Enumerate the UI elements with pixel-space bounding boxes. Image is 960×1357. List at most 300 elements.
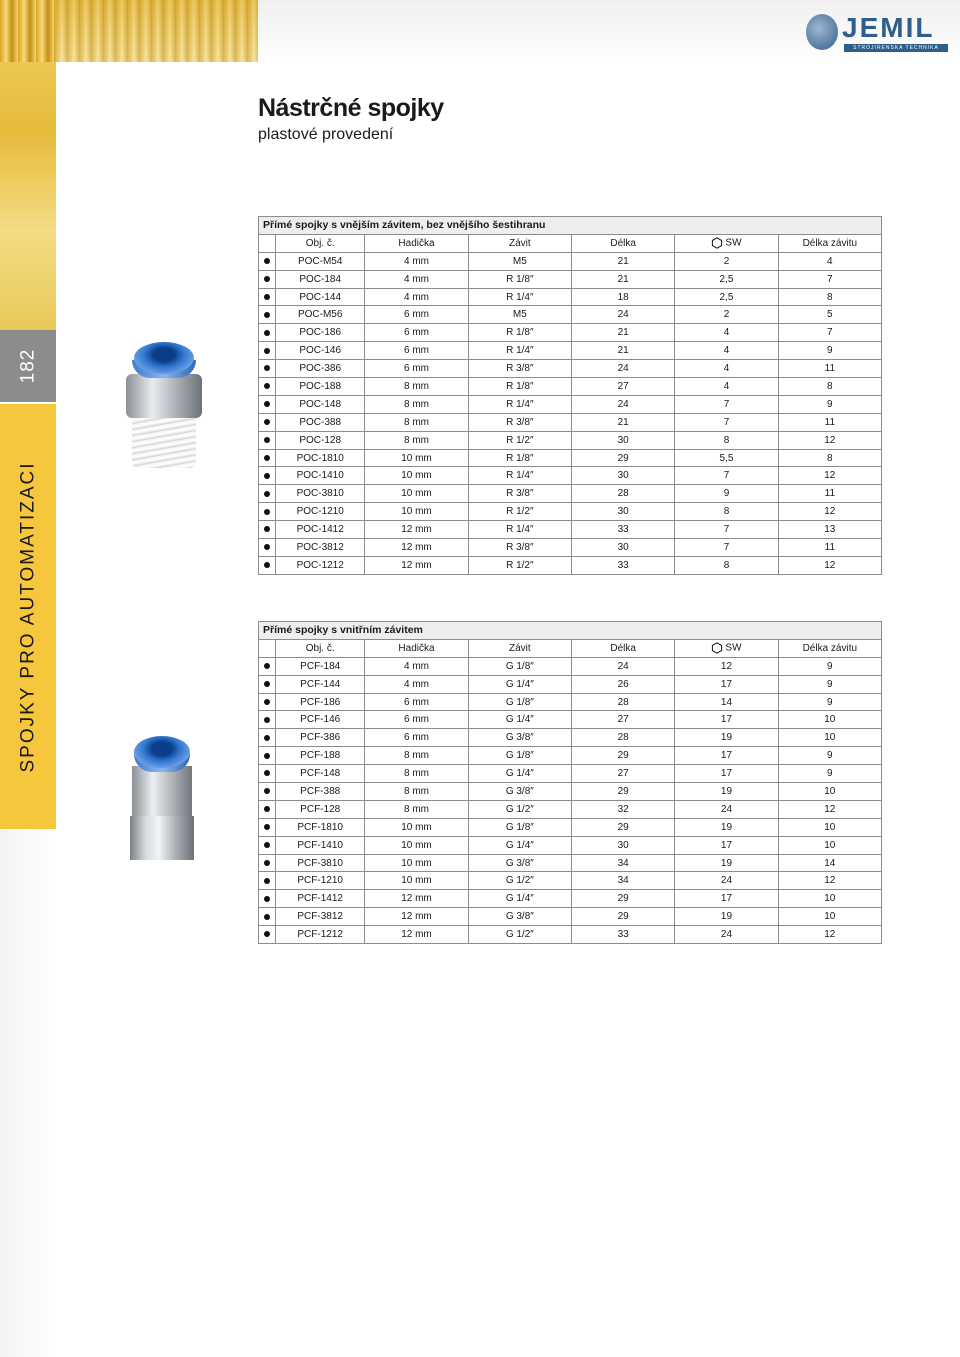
- cell-length: 29: [571, 908, 674, 926]
- cell-sw: 7: [675, 521, 778, 539]
- cell-tube: 10 mm: [365, 449, 468, 467]
- cell-thread: G 1/4″: [468, 836, 571, 854]
- cell-thread-length: 10: [778, 836, 881, 854]
- cell-sw: 2,5: [675, 270, 778, 288]
- cell-length: 30: [571, 431, 674, 449]
- table-row: [259, 783, 882, 801]
- cell-obj: POC-148: [276, 395, 365, 413]
- cell-obj: POC-386: [276, 360, 365, 378]
- cell-tube: 4 mm: [365, 675, 468, 693]
- table-row: [259, 693, 882, 711]
- bullet-icon: [264, 276, 270, 282]
- cell-tube: 6 mm: [365, 711, 468, 729]
- sw-label: SW: [725, 237, 742, 249]
- table-row: [259, 467, 882, 485]
- cell-sw: 17: [675, 765, 778, 783]
- cell-thread-length: 10: [778, 890, 881, 908]
- cell-obj: POC-388: [276, 413, 365, 431]
- cell-length: 29: [571, 783, 674, 801]
- cell-sw: 12: [675, 657, 778, 675]
- cell-thread-length: 7: [778, 324, 881, 342]
- page-subtitle: plastové provedení: [258, 126, 394, 143]
- cell-tube: 8 mm: [365, 413, 468, 431]
- cell-thread-length: 9: [778, 765, 881, 783]
- cell-sw: 14: [675, 693, 778, 711]
- cell-thread: G 3/8″: [468, 729, 571, 747]
- brass-corner: [56, 0, 258, 62]
- cell-thread: R 1/4″: [468, 395, 571, 413]
- cell-sw: 17: [675, 711, 778, 729]
- cell-length: 28: [571, 693, 674, 711]
- cell-thread: M5: [468, 252, 571, 270]
- cell-sw: 4: [675, 342, 778, 360]
- table-row: [259, 800, 882, 818]
- cell-thread-length: 9: [778, 693, 881, 711]
- cell-thread-length: 9: [778, 657, 881, 675]
- cell-obj: POC-186: [276, 324, 365, 342]
- table-row: [259, 288, 882, 306]
- cell-tube: 10 mm: [365, 503, 468, 521]
- hexagon-icon: [711, 642, 723, 654]
- table-row: [259, 342, 882, 360]
- cell-sw: 19: [675, 908, 778, 926]
- table-row: [259, 872, 882, 890]
- cell-thread: R 3/8″: [468, 413, 571, 431]
- cell-thread-length: 8: [778, 288, 881, 306]
- cell-thread: G 1/4″: [468, 890, 571, 908]
- cell-length: 34: [571, 854, 674, 872]
- cell-length: 18: [571, 288, 674, 306]
- table-row: [259, 324, 882, 342]
- cell-thread: R 1/8″: [468, 378, 571, 396]
- cell-thread: G 3/8″: [468, 908, 571, 926]
- cell-sw: 7: [675, 539, 778, 557]
- cell-sw: 7: [675, 395, 778, 413]
- cell-length: 24: [571, 306, 674, 324]
- cell-tube: 4 mm: [365, 657, 468, 675]
- cell-length: 30: [571, 467, 674, 485]
- cell-tube: 6 mm: [365, 342, 468, 360]
- table-section-title: Přímé spojky s vnějším závitem, bez vnějšího šestihranu: [259, 217, 882, 235]
- cell-tube: 8 mm: [365, 765, 468, 783]
- table-row: [259, 729, 882, 747]
- cell-thread: R 1/2″: [468, 503, 571, 521]
- cell-length: 26: [571, 675, 674, 693]
- sw-label: SW: [725, 642, 742, 654]
- table-row: [259, 521, 882, 539]
- cell-thread: R 1/4″: [468, 521, 571, 539]
- cell-thread-length: 12: [778, 926, 881, 944]
- cell-tube: 8 mm: [365, 747, 468, 765]
- cell-thread-length: 12: [778, 872, 881, 890]
- bullet-icon: [264, 294, 270, 300]
- cell-sw: 19: [675, 783, 778, 801]
- table-section-title: Přímé spojky s vnitřním závitem: [259, 622, 882, 640]
- cell-obj: POC-184: [276, 270, 365, 288]
- column-header-sw: [675, 639, 778, 657]
- cell-thread: R 3/8″: [468, 360, 571, 378]
- cell-sw: 19: [675, 818, 778, 836]
- cell-obj: POC-1412: [276, 521, 365, 539]
- bullet-icon: [264, 735, 270, 741]
- cell-thread-length: 10: [778, 783, 881, 801]
- spec-table-female-thread: [258, 621, 882, 944]
- cell-thread: G 1/8″: [468, 657, 571, 675]
- bullet-icon: [264, 473, 270, 479]
- cell-thread: G 3/8″: [468, 783, 571, 801]
- cell-length: 33: [571, 926, 674, 944]
- cell-obj: PCF-3812: [276, 908, 365, 926]
- cell-tube: 4 mm: [365, 270, 468, 288]
- cell-length: 27: [571, 765, 674, 783]
- cell-tube: 12 mm: [365, 908, 468, 926]
- cell-length: 21: [571, 413, 674, 431]
- cell-length: 34: [571, 872, 674, 890]
- cell-thread-length: 10: [778, 908, 881, 926]
- cell-sw: 7: [675, 467, 778, 485]
- cell-obj: PCF-184: [276, 657, 365, 675]
- cell-thread-length: 12: [778, 503, 881, 521]
- table-row: [259, 378, 882, 396]
- cell-thread: R 1/2″: [468, 556, 571, 574]
- bullet-icon: [264, 842, 270, 848]
- cell-thread: G 1/8″: [468, 818, 571, 836]
- cell-thread: R 3/8″: [468, 485, 571, 503]
- cell-thread: R 1/4″: [468, 288, 571, 306]
- cell-thread: R 3/8″: [468, 539, 571, 557]
- cell-obj: POC-128: [276, 431, 365, 449]
- cell-thread: G 1/8″: [468, 693, 571, 711]
- cell-obj: POC-1410: [276, 467, 365, 485]
- column-header-thread-length: Délka závitu: [778, 234, 881, 252]
- cell-length: 29: [571, 890, 674, 908]
- cell-thread-length: 14: [778, 854, 881, 872]
- logo-mark-icon: [806, 14, 838, 50]
- cell-obj: PCF-1210: [276, 872, 365, 890]
- cell-obj: POC-146: [276, 342, 365, 360]
- table-header-row: [259, 234, 882, 252]
- cell-sw: 24: [675, 872, 778, 890]
- table-row: [259, 818, 882, 836]
- cell-sw: 7: [675, 413, 778, 431]
- page-number-box: [0, 330, 56, 402]
- cell-sw: 2,5: [675, 288, 778, 306]
- cell-length: 27: [571, 711, 674, 729]
- table-row: [259, 926, 882, 944]
- cell-thread: G 1/2″: [468, 926, 571, 944]
- cell-tube: 12 mm: [365, 521, 468, 539]
- cell-obj: PCF-1212: [276, 926, 365, 944]
- column-header-sw: [675, 234, 778, 252]
- table-row: [259, 485, 882, 503]
- column-header-length: Délka: [571, 234, 674, 252]
- cell-tube: 10 mm: [365, 467, 468, 485]
- cell-tube: 8 mm: [365, 800, 468, 818]
- table-row: [259, 556, 882, 574]
- cell-thread-length: 12: [778, 467, 881, 485]
- cell-thread-length: 9: [778, 342, 881, 360]
- table-row: [259, 747, 882, 765]
- cell-obj: POC-144: [276, 288, 365, 306]
- column-header-tube: Hadička: [365, 639, 468, 657]
- table-body: [259, 657, 882, 943]
- table-row: [259, 252, 882, 270]
- cell-sw: 4: [675, 378, 778, 396]
- bullet-icon: [264, 526, 270, 532]
- cell-thread-length: 10: [778, 711, 881, 729]
- cell-sw: 24: [675, 800, 778, 818]
- bullet-icon: [264, 455, 270, 461]
- hexagon-icon: [711, 237, 723, 249]
- bullet-icon: [264, 824, 270, 830]
- cell-obj: PCF-148: [276, 765, 365, 783]
- cell-thread: G 1/8″: [468, 747, 571, 765]
- cell-tube: 8 mm: [365, 395, 468, 413]
- cell-obj: PCF-3810: [276, 854, 365, 872]
- cell-thread-length: 12: [778, 431, 881, 449]
- bullet-icon: [264, 699, 270, 705]
- cell-thread-length: 8: [778, 378, 881, 396]
- cell-thread: G 3/8″: [468, 854, 571, 872]
- column-header-thread-length: Délka závitu: [778, 639, 881, 657]
- bullet-icon: [264, 383, 270, 389]
- cell-thread: G 1/4″: [468, 675, 571, 693]
- cell-thread-length: 7: [778, 270, 881, 288]
- cell-sw: 4: [675, 360, 778, 378]
- cell-tube: 12 mm: [365, 890, 468, 908]
- table-row: [259, 890, 882, 908]
- cell-thread-length: 9: [778, 747, 881, 765]
- cell-sw: 19: [675, 729, 778, 747]
- cell-tube: 4 mm: [365, 252, 468, 270]
- cell-sw: 5,5: [675, 449, 778, 467]
- table-header-row: [259, 639, 882, 657]
- cell-thread: M5: [468, 306, 571, 324]
- table-row: [259, 539, 882, 557]
- cell-obj: POC-1210: [276, 503, 365, 521]
- bullet-icon: [264, 348, 270, 354]
- bullet-icon: [264, 312, 270, 318]
- table-row: [259, 854, 882, 872]
- table-row: [259, 306, 882, 324]
- product-image-male-thread: [126, 342, 202, 470]
- cell-sw: 2: [675, 306, 778, 324]
- cell-length: 29: [571, 449, 674, 467]
- cell-obj: PCF-388: [276, 783, 365, 801]
- logo-tagline: STROJIRENSKA TECHNIKA: [844, 44, 948, 52]
- cell-length: 29: [571, 747, 674, 765]
- column-header-obj: Obj. č.: [276, 234, 365, 252]
- bullet-icon: [264, 931, 270, 937]
- column-header-obj: Obj. č.: [276, 639, 365, 657]
- cell-thread-length: 11: [778, 360, 881, 378]
- cell-length: 28: [571, 729, 674, 747]
- cell-length: 27: [571, 378, 674, 396]
- cell-length: 21: [571, 270, 674, 288]
- cell-obj: POC-M56: [276, 306, 365, 324]
- page-title: Nástrčné spojky: [258, 94, 444, 122]
- bullet-icon: [264, 419, 270, 425]
- table-row: [259, 360, 882, 378]
- cell-sw: 24: [675, 926, 778, 944]
- table-row: [259, 449, 882, 467]
- cell-thread: G 1/2″: [468, 872, 571, 890]
- logo-text: JEMIL: [842, 12, 935, 43]
- cell-tube: 6 mm: [365, 306, 468, 324]
- cell-tube: 10 mm: [365, 836, 468, 854]
- cell-tube: 10 mm: [365, 872, 468, 890]
- cell-tube: 6 mm: [365, 693, 468, 711]
- cell-length: 21: [571, 252, 674, 270]
- cell-thread: R 1/8″: [468, 324, 571, 342]
- column-header-length: Délka: [571, 639, 674, 657]
- table-row: [259, 503, 882, 521]
- side-category-band: [0, 404, 56, 829]
- cell-obj: PCF-386: [276, 729, 365, 747]
- cell-thread-length: 8: [778, 449, 881, 467]
- cell-length: 21: [571, 324, 674, 342]
- cell-thread-length: 5: [778, 306, 881, 324]
- cell-tube: 10 mm: [365, 818, 468, 836]
- cell-obj: PCF-128: [276, 800, 365, 818]
- bullet-icon: [264, 806, 270, 812]
- cell-sw: 17: [675, 747, 778, 765]
- cell-thread-length: 13: [778, 521, 881, 539]
- table-row: [259, 765, 882, 783]
- bullet-icon: [264, 788, 270, 794]
- cell-tube: 12 mm: [365, 539, 468, 557]
- cell-length: 30: [571, 836, 674, 854]
- cell-length: 28: [571, 485, 674, 503]
- bullet-icon: [264, 365, 270, 371]
- cell-thread: R 1/8″: [468, 449, 571, 467]
- column-header-thread: Závit: [468, 234, 571, 252]
- table-row: [259, 908, 882, 926]
- cell-obj: PCF-188: [276, 747, 365, 765]
- cell-thread-length: 12: [778, 800, 881, 818]
- cell-thread: G 1/2″: [468, 800, 571, 818]
- cell-sw: 17: [675, 890, 778, 908]
- spec-table-male-thread: [258, 216, 882, 575]
- brand-logo: [806, 14, 948, 54]
- cell-obj: POC-3810: [276, 485, 365, 503]
- cell-sw: 4: [675, 324, 778, 342]
- cell-sw: 2: [675, 252, 778, 270]
- cell-obj: PCF-144: [276, 675, 365, 693]
- cell-thread: R 1/4″: [468, 467, 571, 485]
- cell-tube: 6 mm: [365, 360, 468, 378]
- cell-length: 24: [571, 395, 674, 413]
- bullet-icon: [264, 663, 270, 669]
- cell-thread-length: 9: [778, 675, 881, 693]
- cell-thread-length: 11: [778, 413, 881, 431]
- cell-length: 32: [571, 800, 674, 818]
- table-row: [259, 675, 882, 693]
- cell-sw: 8: [675, 503, 778, 521]
- bullet-icon: [264, 753, 270, 759]
- table-body: [259, 252, 882, 574]
- cell-sw: 9: [675, 485, 778, 503]
- bullet-icon: [264, 401, 270, 407]
- cell-length: 33: [571, 556, 674, 574]
- table-row: [259, 413, 882, 431]
- cell-thread-length: 10: [778, 729, 881, 747]
- column-header-thread: Závit: [468, 639, 571, 657]
- bullet-icon: [264, 437, 270, 443]
- cell-obj: PCF-186: [276, 693, 365, 711]
- cell-obj: PCF-1412: [276, 890, 365, 908]
- column-header-tube: Hadička: [365, 234, 468, 252]
- table-row: [259, 270, 882, 288]
- cell-thread-length: 10: [778, 818, 881, 836]
- cell-tube: 12 mm: [365, 926, 468, 944]
- cell-thread: R 1/8″: [468, 270, 571, 288]
- cell-tube: 6 mm: [365, 324, 468, 342]
- bullet-icon: [264, 491, 270, 497]
- bullet-icon: [264, 914, 270, 920]
- cell-tube: 8 mm: [365, 783, 468, 801]
- cell-thread-length: 9: [778, 395, 881, 413]
- cell-thread: R 1/4″: [468, 342, 571, 360]
- cell-obj: POC-1212: [276, 556, 365, 574]
- table-row: [259, 836, 882, 854]
- cell-thread: G 1/4″: [468, 711, 571, 729]
- cell-tube: 6 mm: [365, 729, 468, 747]
- bullet-icon: [264, 258, 270, 264]
- cell-length: 21: [571, 342, 674, 360]
- bullet-icon: [264, 717, 270, 723]
- side-margin: [0, 829, 56, 1357]
- table-row: [259, 431, 882, 449]
- cell-sw: 17: [675, 836, 778, 854]
- cell-obj: POC-3812: [276, 539, 365, 557]
- cell-sw: 19: [675, 854, 778, 872]
- bullet-icon: [264, 509, 270, 515]
- cell-thread-length: 11: [778, 539, 881, 557]
- cell-tube: 10 mm: [365, 485, 468, 503]
- cell-tube: 4 mm: [365, 288, 468, 306]
- cell-thread-length: 4: [778, 252, 881, 270]
- table-row: [259, 395, 882, 413]
- side-category-label: SPOJKY PRO AUTOMATIZACI: [17, 461, 38, 772]
- table-row: [259, 711, 882, 729]
- cell-obj: PCF-146: [276, 711, 365, 729]
- cell-obj: POC-M54: [276, 252, 365, 270]
- bullet-icon: [264, 544, 270, 550]
- bullet-icon: [264, 896, 270, 902]
- cell-thread-length: 12: [778, 556, 881, 574]
- bullet-icon: [264, 562, 270, 568]
- page-corner-curve: [56, 62, 196, 202]
- cell-length: 30: [571, 539, 674, 557]
- cell-obj: POC-188: [276, 378, 365, 396]
- cell-tube: 10 mm: [365, 854, 468, 872]
- cell-thread-length: 11: [778, 485, 881, 503]
- cell-tube: 8 mm: [365, 378, 468, 396]
- cell-obj: PCF-1410: [276, 836, 365, 854]
- cell-length: 29: [571, 818, 674, 836]
- cell-sw: 17: [675, 675, 778, 693]
- bullet-icon: [264, 878, 270, 884]
- cell-sw: 8: [675, 556, 778, 574]
- page-number: 182: [16, 348, 38, 384]
- table-row: [259, 657, 882, 675]
- cell-length: 30: [571, 503, 674, 521]
- product-image-female-thread: [130, 736, 194, 860]
- cell-tube: 8 mm: [365, 431, 468, 449]
- cell-length: 24: [571, 360, 674, 378]
- cell-tube: 12 mm: [365, 556, 468, 574]
